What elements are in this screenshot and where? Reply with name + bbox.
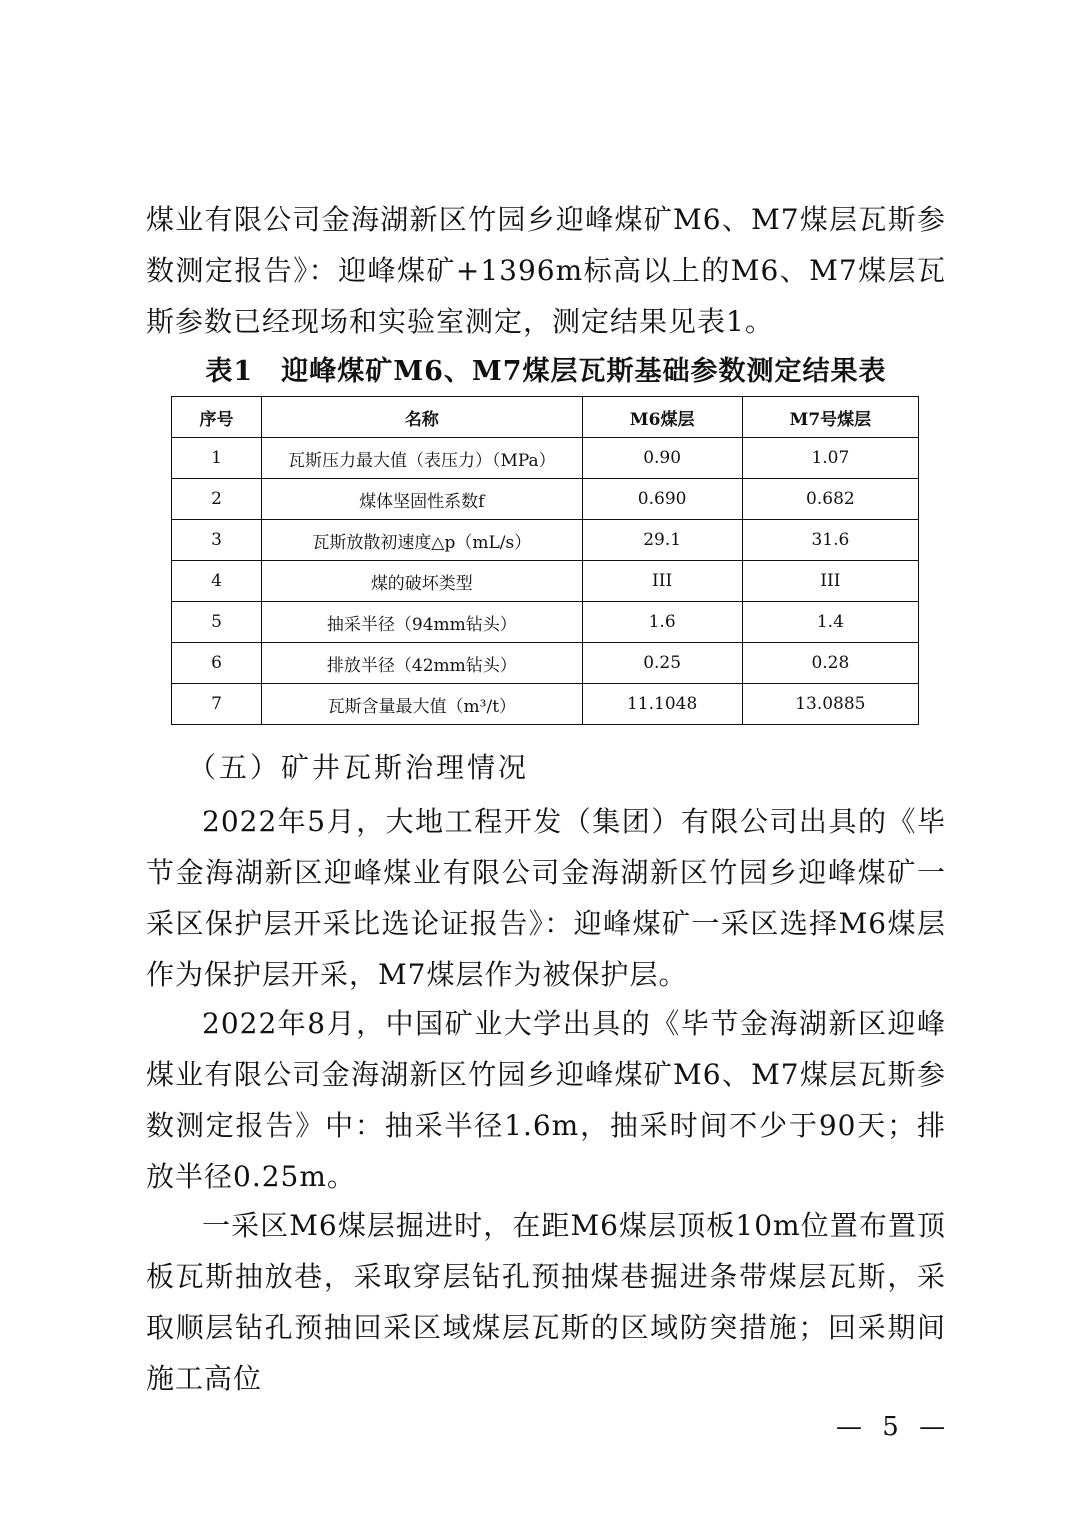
cell-index: 3	[172, 520, 262, 561]
table-row	[172, 643, 919, 684]
page-number: — 5 —	[836, 1412, 952, 1442]
cell-m7: 1.4	[742, 602, 918, 643]
cell-m7: 0.28	[742, 643, 918, 684]
table-row	[172, 602, 919, 643]
cell-index: 6	[172, 643, 262, 684]
cell-m6: 0.90	[582, 438, 742, 479]
cell-m7: 13.0885	[742, 684, 918, 725]
cell-m6: 1.6	[582, 602, 742, 643]
cell-name: 排放半径（42mm钻头）	[262, 643, 582, 684]
cell-m7: 0.682	[742, 479, 918, 520]
cell-index: 2	[172, 479, 262, 520]
table-row	[172, 479, 919, 520]
header-index: 序号	[172, 397, 262, 438]
cell-index: 5	[172, 602, 262, 643]
cell-index: 7	[172, 684, 262, 725]
body-paragraph: 2022年8月，中国矿业大学出具的《毕节金海湖新区迎峰煤业有限公司金海湖新区竹园乡迎峰煤矿M6、M7煤层瓦斯参数测定报告》中：抽采半径1.6m，抽采时间不少于90天；排放半径0.25m。	[146, 1007, 946, 1193]
cell-m6: III	[582, 561, 742, 602]
table-header-row	[172, 397, 919, 438]
cell-name: 抽采半径（94mm钻头）	[262, 602, 582, 643]
cell-name: 瓦斯放散初速度△p（mL/s）	[262, 520, 582, 561]
body-paragraph: 一采区M6煤层掘进时，在距M6煤层顶板10m位置布置顶板瓦斯抽放巷，采取穿层钻孔预抽煤巷掘进条带煤层瓦斯，采取顺层钻孔预抽回采区域煤层瓦斯的区域防突措施；回采期间施工高位	[146, 1209, 946, 1395]
cell-m7: 31.6	[742, 520, 918, 561]
table-row	[172, 684, 919, 725]
cell-m6: 0.690	[582, 479, 742, 520]
table-caption: 表1 迎峰煤矿M6、M7煤层瓦斯基础参数测定结果表	[205, 356, 887, 387]
header-m7: M7号煤层	[742, 397, 918, 438]
table-row	[172, 561, 919, 602]
cell-m7: III	[742, 561, 918, 602]
cell-name: 煤的破坏类型	[262, 561, 582, 602]
section-heading: （五）矿井瓦斯治理情况	[188, 751, 530, 784]
intro-paragraph: 煤业有限公司金海湖新区竹园乡迎峰煤矿M6、M7煤层瓦斯参数测定报告》：迎峰煤矿+1396m标高以上的M6、M7煤层瓦斯参数已经现场和实验室测定，测定结果见表1。	[146, 203, 946, 338]
body-paragraph: 2022年5月，大地工程开发（集团）有限公司出具的《毕节金海湖新区迎峰煤业有限公司金海湖新区竹园乡迎峰煤矿一采区保护层开采比选论证报告》：迎峰煤矿一采区选择M6煤层作为保护层开采，M7煤层作为被保护层。	[146, 805, 946, 991]
gas-parameters-table	[171, 396, 919, 725]
cell-name: 瓦斯压力最大值（表压力）（MPa）	[262, 438, 582, 479]
header-name: 名称	[262, 397, 582, 438]
cell-m6: 0.25	[582, 643, 742, 684]
cell-m6: 11.1048	[582, 684, 742, 725]
table-row	[172, 438, 919, 479]
table-row	[172, 520, 919, 561]
cell-m7: 1.07	[742, 438, 918, 479]
cell-m6: 29.1	[582, 520, 742, 561]
cell-name: 瓦斯含量最大值（m³/t）	[262, 684, 582, 725]
header-m6: M6煤层	[582, 397, 742, 438]
cell-index: 1	[172, 438, 262, 479]
cell-name: 煤体坚固性系数f	[262, 479, 582, 520]
cell-index: 4	[172, 561, 262, 602]
